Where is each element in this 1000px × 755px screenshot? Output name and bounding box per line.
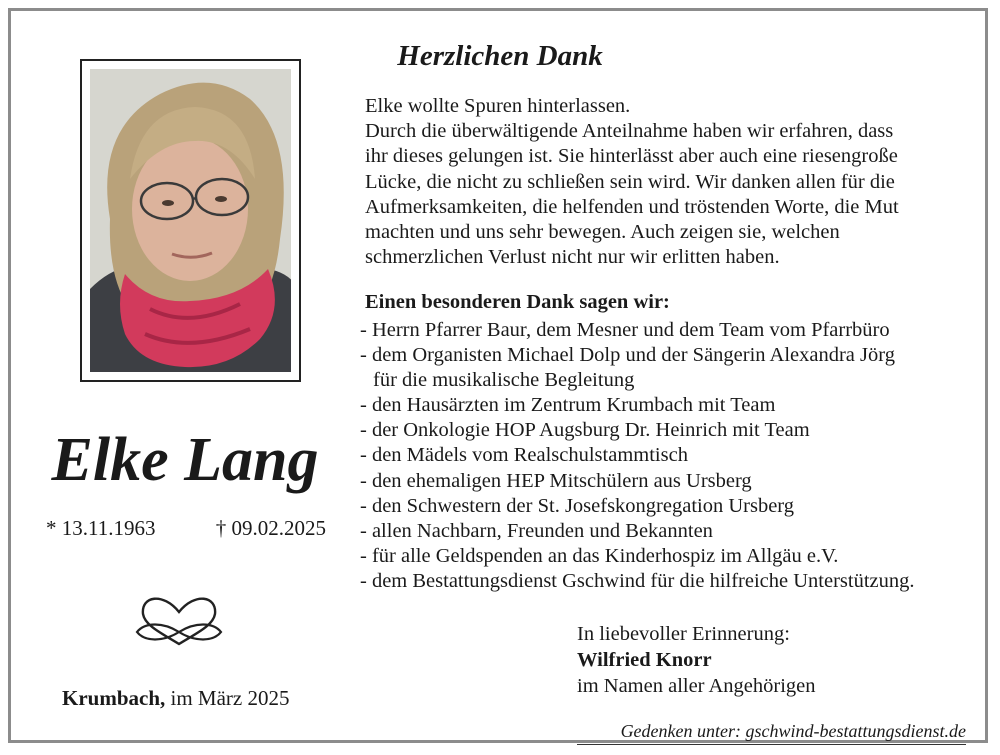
death-date: † 09.02.2025 [215,516,326,540]
closing-intro: In liebevoller Erinnerung: [577,623,790,645]
list-item: - dem Organisten Michael Dolp und der Sängerin Alexandra Jörg [360,344,895,367]
portrait-frame [80,59,301,382]
place: Krumbach, [62,686,166,710]
life-dates [46,516,326,541]
footer-divider [577,744,966,745]
portrait-illustration [90,69,291,372]
closing-block [577,621,816,699]
thanks-heading: Einen besonderen Dank sagen wir: [365,291,670,313]
list-item: - den Hausärzten im Zentrum Krumbach mit Team [360,394,776,417]
list-item: - den Mädels vom Realschulstammtisch [360,444,688,467]
paragraph-line: Lücke, die nicht zu schließen sein wird. Wir danken allen für die [365,170,895,193]
heart-infinity-icon [133,582,225,648]
paragraph-line: machten und uns sehr bewegen. Auch zeigen sie, welchen [365,221,840,244]
signer-relation: im Namen aller Angehörigen [577,675,816,697]
place-date [62,686,290,711]
list-item: - der Onkologie HOP Augsburg Dr. Heinrich mit Team [360,419,810,442]
list-item: - für alle Geldspenden an das Kinderhospiz im Allgäu e.V. [360,544,839,567]
list-item: für die musikalische Begleitung [373,369,635,392]
date: im März 2025 [170,686,290,710]
deceased-name: Elke Lang [51,426,319,494]
signer-name: Wilfried Knorr [577,649,712,671]
list-item: - den ehemaligen HEP Mitschülern aus Ursberg [360,469,752,492]
birth-date: * 13.11.1963 [46,516,156,540]
thanks-list [360,318,915,594]
list-item: - allen Nachbarn, Freunden und Bekannten [360,519,713,542]
paragraph-line: ihr dieses gelungen ist. Sie hinterlässt aber auch eine riesengroße [365,145,898,168]
list-item: - dem Bestattungsdienst Gschwind für die hilfreiche Unterstützung. [360,569,915,592]
heading: Herzlichen Dank [397,40,603,72]
memorial-link[interactable]: Gedenken unter: gschwind-bestattungsdienst.de [620,721,966,741]
portrait-photo [90,69,291,372]
message-paragraph [365,94,965,270]
list-item: - den Schwestern der St. Josefskongregation Ursberg [360,494,795,517]
paragraph-line: Aufmerksamkeiten, die helfenden und tröstenden Worte, die Mut [365,195,899,218]
paragraph-line: schmerzlichen Verlust nicht nur wir erlitten haben. [365,246,780,269]
list-item: - Herrn Pfarrer Baur, dem Mesner und dem Team vom Pfarrbüro [360,319,890,341]
paragraph-line: Durch die überwältigende Anteilnahme haben wir erfahren, dass [365,120,894,143]
paragraph-line: Elke wollte Spuren hinterlassen. [365,95,631,117]
